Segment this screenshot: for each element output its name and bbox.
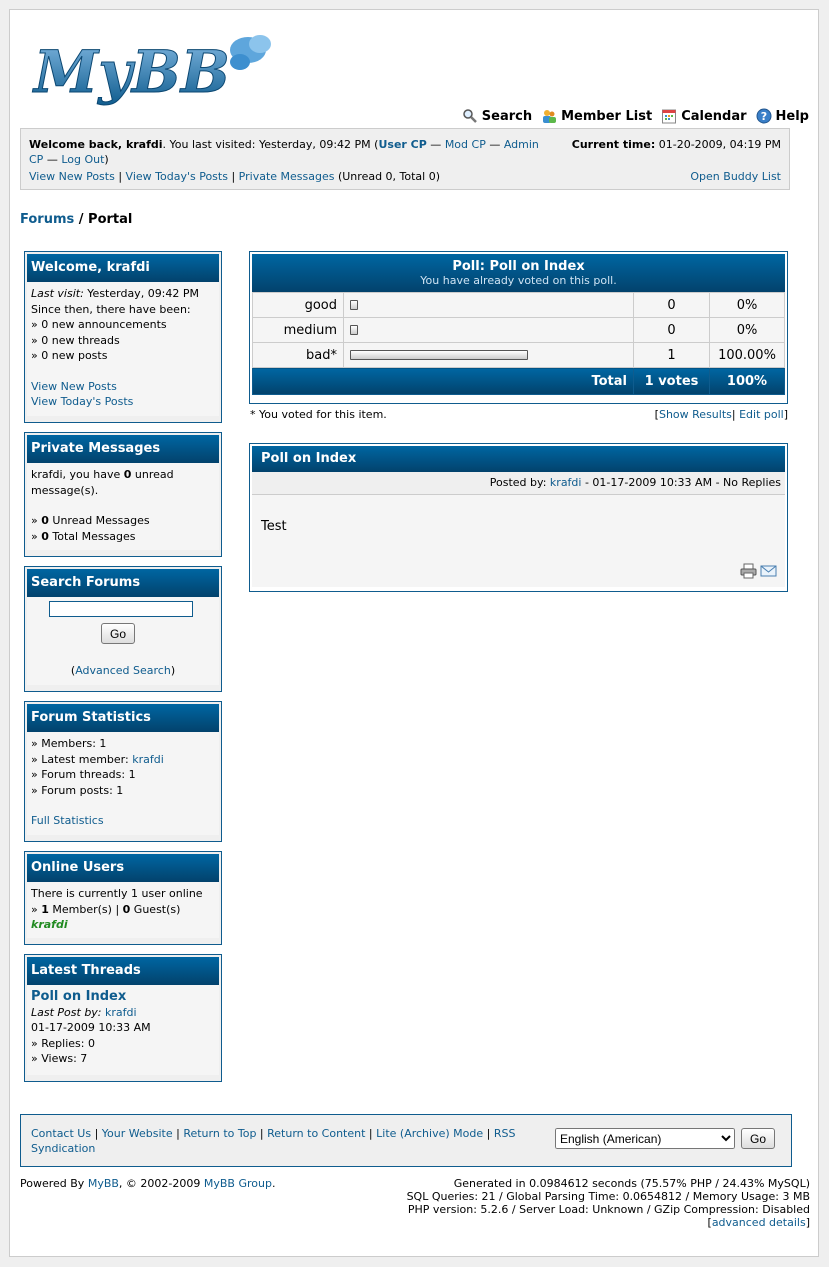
latest-thread-user-link[interactable]: krafdi [105, 1005, 137, 1019]
online-users-box: Online Users There is currently 1 user online » 1 Member(s) | 0 Guest(s) krafdi [24, 851, 222, 945]
forum-statistics-box: Forum Statistics » Members: 1 » Latest member: krafdi » Forum threads: 1 » Forum posts: 1 Full Statistics [24, 701, 222, 842]
svg-text:?: ? [760, 110, 767, 123]
poll-bar [350, 350, 528, 360]
mybb-link[interactable]: MyBB [87, 1177, 119, 1190]
svg-text:MyBB: MyBB [34, 38, 230, 106]
return-to-top-link[interactable]: Return to Top [183, 1127, 257, 1140]
stats-box-title: Forum Statistics [27, 704, 219, 732]
rss-syndication-link[interactable]: RSS Syndication [31, 1127, 516, 1155]
breadcrumb-forums[interactable]: Forums [20, 212, 75, 227]
mybb-group-link[interactable]: MyBB Group [203, 1177, 272, 1190]
welcome-text: Welcome back, krafdi [29, 138, 163, 151]
announcement-post [249, 443, 788, 592]
mod-cp-link[interactable]: Mod CP [444, 138, 486, 151]
lite-mode-link[interactable]: Lite (Archive) Mode [376, 1127, 484, 1140]
advanced-search-link[interactable]: Advanced Search [75, 664, 171, 677]
last-visited-text: . You last visited: Yesterday, 09:42 PM ( [162, 138, 379, 151]
welcome-view-todays-posts-link[interactable]: View Today's Posts [31, 395, 134, 408]
poll-box [249, 251, 788, 404]
poll-bar [350, 300, 358, 310]
admin-cp-link[interactable]: Admin CP [29, 138, 539, 166]
private-messages-box: Private Messages krafdi, you have 0 unread message(s). » 0 Unread Messages » 0 Total Messages [24, 432, 222, 557]
your-website-link[interactable]: Your Website [101, 1127, 173, 1140]
search-go-button[interactable]: Go [101, 623, 135, 644]
breadcrumb-current: Portal [88, 212, 133, 227]
search-input[interactable] [49, 601, 193, 617]
pm-box-title: Private Messages [27, 435, 219, 463]
top-links [462, 107, 809, 125]
breadcrumb: Forums / Portal [20, 212, 133, 227]
welcome-box: Welcome, krafdi Last visit: Yesterday, 09:42 PM Since then, there have been: » 0 new announcements » 0 new threads » 0 new posts View New Posts View Today's Posts [24, 251, 222, 423]
latest-thread-link[interactable]: Poll on Index [31, 989, 127, 1004]
help-icon [756, 108, 772, 124]
open-buddy-list-link[interactable]: Open Buddy List [690, 170, 781, 183]
mybb-logo[interactable] [28, 26, 278, 108]
email-icon[interactable] [760, 563, 777, 579]
language-select[interactable] [555, 1128, 735, 1149]
current-time: Current time: 01-20-2009, 04:19 PM [571, 138, 781, 151]
copyright: Powered By MyBB, © 2002-2009 MyBB Group. [20, 1177, 276, 1190]
members-icon [541, 108, 557, 124]
latest-box-title: Latest Threads [27, 957, 219, 985]
welcome-panel: Welcome back, krafdi. You last visited: Yesterday, 09:42 PM (User CP — Mod CP — Admin CP — Log Out) View New Posts | View Today's Posts | Private Messages (Unread 0, Total 0) Current time: 01-20-2009, 04:19 PM Open Buddy List [20, 128, 790, 190]
search-link[interactable]: Search [462, 108, 532, 124]
return-to-content-link[interactable]: Return to Content [267, 1127, 366, 1140]
logout-link[interactable]: Log Out [61, 153, 105, 166]
poll-subtitle: You have already voted on this poll. [420, 274, 617, 287]
private-messages-link[interactable]: Private Messages [238, 170, 335, 183]
poll-option-row: bad* 1 100.00% [253, 343, 785, 368]
view-todays-posts-link[interactable]: View Today's Posts [125, 170, 228, 183]
show-results-link[interactable]: Show Results [658, 408, 732, 421]
online-box-title: Online Users [27, 854, 219, 882]
print-icon[interactable] [740, 563, 757, 579]
voted-note: * You voted for this item. [250, 408, 387, 421]
search-forums-box: Search Forums Go (Advanced Search) [24, 566, 222, 692]
latest-member-link[interactable]: krafdi [132, 752, 164, 766]
user-cp-link[interactable]: User CP [378, 138, 427, 151]
debug-info: Generated in 0.0984612 seconds (75.57% PHP / 24.43% MySQL) SQL Queries: 21 / Global Parsing Time: 0.0654812 / Memory Usage: 3 MB PHP version: 5.2.6 / Server Load: Unknown / GZip Compression: Disabled [advanced details] [406, 1177, 810, 1229]
poll-total-row: Total 1 votes 100% [253, 368, 785, 395]
calendar-icon [661, 108, 677, 124]
contact-us-link[interactable]: Contact Us [31, 1127, 92, 1140]
post-author-link[interactable]: krafdi [549, 476, 582, 489]
poll-option-row: good 0 0% [253, 293, 785, 318]
welcome-view-new-posts-link[interactable]: View New Posts [31, 379, 117, 393]
post-body: Test [261, 519, 287, 534]
edit-poll-link[interactable]: Edit poll [739, 408, 784, 421]
view-new-posts-link[interactable]: View New Posts [29, 170, 115, 183]
full-statistics-link[interactable]: Full Statistics [31, 814, 104, 827]
search-box-title: Search Forums [27, 569, 219, 597]
poll-bar [350, 325, 358, 335]
post-title[interactable]: Poll on Index [252, 446, 785, 472]
advanced-details-link[interactable]: advanced details [711, 1216, 806, 1229]
member-list-link[interactable]: Member List [541, 108, 652, 124]
post-meta: Posted by: krafdi - 01-17-2009 10:33 AM - No Replies [252, 472, 785, 495]
pm-counts: (Unread 0, Total 0) [337, 170, 441, 183]
online-user-link[interactable]: krafdi [31, 918, 68, 931]
poll-title: Poll: Poll on Index [452, 259, 585, 274]
latest-threads-box: Latest Threads Poll on Index Last Post by: krafdi 01-17-2009 10:33 AM » Replies: 0 » Views: 7 [24, 954, 222, 1082]
poll-footer: * You voted for this item. [Show Results| Edit poll] [250, 408, 788, 421]
welcome-box-title: Welcome, krafdi [27, 254, 219, 282]
help-link[interactable]: ? Help [756, 108, 809, 124]
poll-option-row: medium 0 0% [253, 318, 785, 343]
language-go-button[interactable]: Go [741, 1128, 775, 1149]
footer-bar: Contact Us | Your Website | Return to Top | Return to Content | Lite (Archive) Mode | RSS Syndication English (American) Go [20, 1114, 792, 1167]
calendar-link[interactable]: Calendar [661, 108, 746, 124]
search-icon [462, 108, 478, 124]
